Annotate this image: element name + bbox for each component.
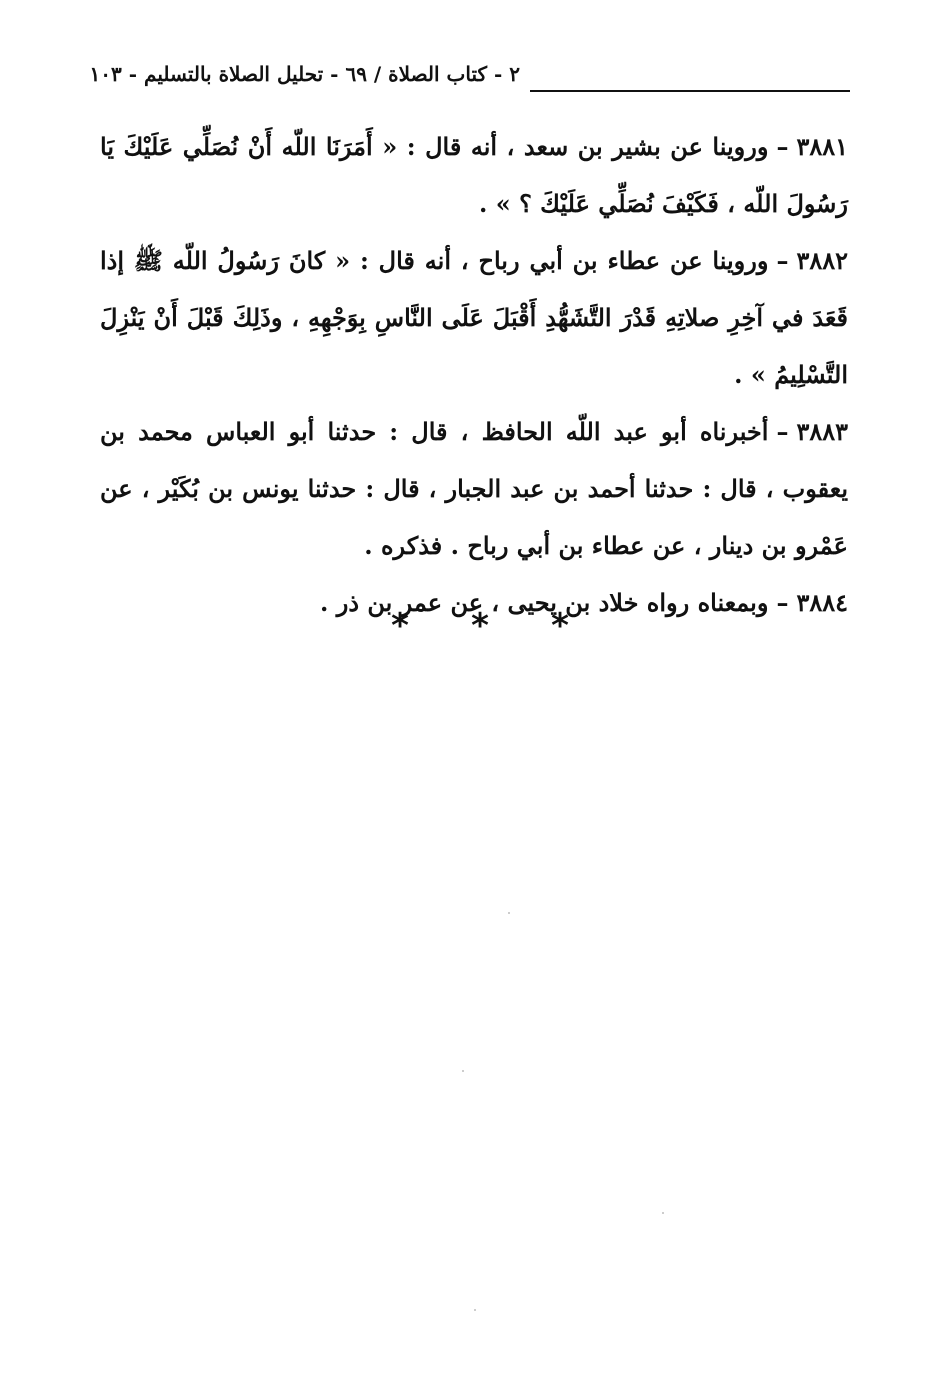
divider-asterisk: * [391,606,409,646]
divider-asterisk: * [471,606,489,646]
entry-text: وروينا عن عطاء بن أبي رباح ، أنه قال : « كانَ رَسُولُ اللّه ﷺ إذا قَعَدَ في آخِرِ صلاتِهِ قَدْرَ التَّشَهُّدِ أَقْبَلَ عَلَى النَّاسِ بِوَجْهِهِ ، وذَلِكَ قَبْلَ أَنْ يَنْزِلَ التَّسْلِيمُ » . [100,246,848,389]
entry-dash: – [776,246,789,275]
entry-dash: – [776,417,789,446]
entry-number: ٣٨٨٢ [796,246,848,275]
divider-asterisk: * [551,606,569,646]
scan-speck [662,1212,664,1214]
entry-text: وروينا عن بشير بن سعد ، أنه قال : « أَمَرَنَا اللّه أَنْ نُصَلِّي عَلَيْكَ يَا رَسُولَ اللّه ، فَكَيْفَ نُصَلِّي عَلَيْكَ ؟ » . [100,132,848,218]
entry-3882 [100,232,848,403]
entry-text: وبمعناه رواه خلاد بن يحيى ، عن عمر بن ذر . [320,588,769,617]
entry-dash: – [776,588,789,617]
entry-number: ٣٨٨٤ [796,588,848,617]
scan-speck [474,1309,476,1311]
entry-3883 [100,403,848,574]
scan-speck [508,912,510,914]
header-rule [530,90,850,92]
entry-number: ٣٨٨١ [796,132,848,161]
entry-3881 [100,118,848,232]
running-header-text: ٢ - كتاب الصلاة / ٦٩ - تحليل الصلاة بالتسليم - ١٠٣ [89,62,520,86]
section-divider [380,606,580,646]
entry-dash: – [776,132,789,161]
body-text [100,118,848,631]
running-header [89,56,850,96]
scan-speck [462,1070,464,1072]
entry-number: ٣٨٨٣ [796,417,848,446]
entry-text: أخبرناه أبو عبد اللّه الحافظ ، قال : حدثنا أبو العباس محمد بن يعقوب ، قال : حدثنا أحمد بن عبد الجبار ، قال : حدثنا يونس بن بُكَيْر ، عن عَمْرو بن دينار ، عن عطاء بن أبي رباح . فذكره . [100,417,848,560]
